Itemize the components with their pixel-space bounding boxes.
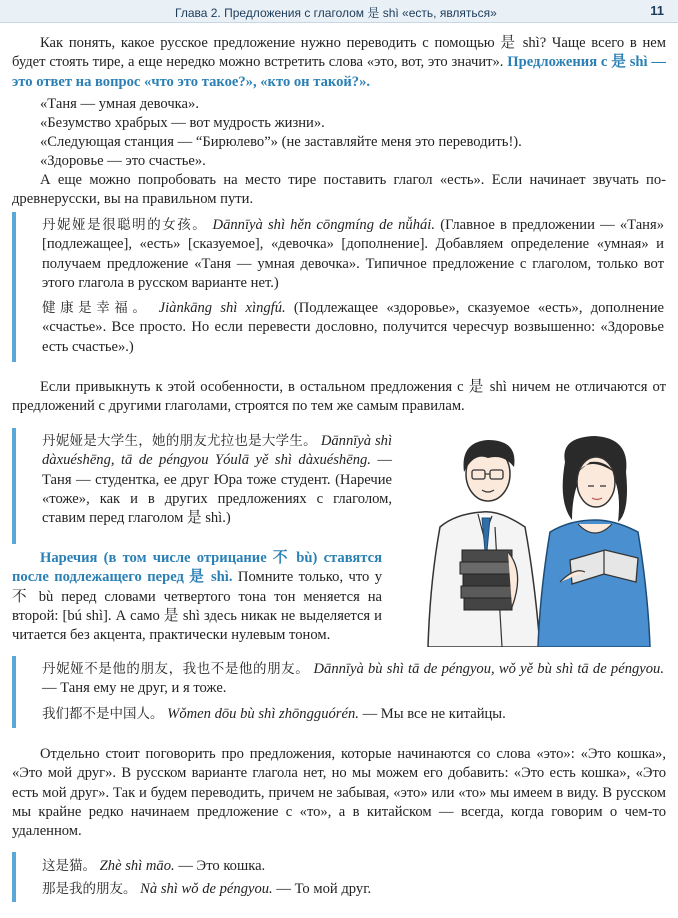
- example-block-2: 丹妮娅是大学生，她的朋友尤拉也是大学生。 Dānnīyà shì dàxuéshēng, tā de péngyou Yóulā yě shì dàxuéshēng. — Таня — студентка, ее друг Юра тоже студент. (Наречие «тоже», как и в других предложениях с глаголом, ставим перед глаголом 是 shì.): [42, 433, 392, 527]
- example-block-4a: 这是猫。 Zhè shì māo. — Это кошка.: [42, 858, 266, 874]
- tip-paragraph: А еще можно попробовать на место тире поставить глагол «есть». Если начинает звучать по-древнерусски, вы на правильном пути.: [12, 172, 666, 208]
- example-block-1a: 丹妮娅是很聪明的女孩。 Dānnīyà shì hěn cōngmíng de nǚhái. (Главное в предложении — «Таня» [подлежащее], «есть» [сказуемое], «девочка» [дополнение]. Добавляем определение «умная» и получаем предложение «Таня — умная девочка». Типичное предложение с глаголом, только вот этого глагола в русском варианте нет.): [42, 217, 664, 291]
- adverb-paragraph: Наречия (в том числе отрицание 不 bù) ставятся после подлежащего перед 是 shì. Помните только, что у 不 bù перед словами четвертого тона тон меняется на второй: [bú shì]. А само 是 shì здесь никак не выделяется и читается без акцента, практически нулевым тоном.: [12, 550, 382, 644]
- example-block-bar: [12, 428, 16, 544]
- eto-paragraph: Отдельно стоит поговорить про предложения, которые начинаются со слова «это»: «Это кошка», «Это мой друг». В русском варианте глагола нет, но мы можем его добавить: «Это есть кошка», «Это есть мой друг». Так и будем переводить, причем не забывая, «это» или «то» мы имеем в виду. В русском мы крайне редко начинаем предложение с «то», а в китайском — всегда, когда говорим о чем-то удаленном.: [12, 746, 666, 840]
- chapter-title: Глава 2. Предложения с глаголом 是 shì «есть, являться»: [175, 6, 497, 20]
- example-block-4b: 那是我的朋友。 Nà shì wǒ de péngyou. — То мой друг.: [42, 881, 372, 897]
- example-block-bar: [12, 852, 16, 902]
- example-line-3: «Следующая станция — “Бирюлево”» (не заставляйте меня это переводить!).: [40, 134, 522, 150]
- example-block-bar: [12, 212, 16, 362]
- example-block-bar: [12, 656, 16, 728]
- rule-highlight: Предложения с 是 shì — это ответ на вопрос «что это такое?», «кто он такой?».: [12, 54, 666, 90]
- example-line-1: «Таня — умная девочка».: [40, 96, 199, 112]
- girl-figure: [538, 436, 650, 647]
- boy-figure: [428, 440, 540, 647]
- page-number: 11: [650, 3, 664, 18]
- intro-paragraph: Как понять, какое русское предложение нужно переводить с помощью 是 shì? Чаще всего в нем будет стоять тире, а еще нередко можно встретить слова «это, вот, это значит». Предложения с 是 shì — это ответ на вопрос «что это такое?», «кто он такой?».: [12, 35, 666, 90]
- example-line-4: «Здоровье — это счастье».: [40, 153, 206, 169]
- example-line-2: «Безумство храбрых — вот мудрость жизни».: [40, 115, 325, 131]
- page-header: [0, 0, 678, 23]
- students-illustration: [400, 432, 670, 647]
- rule-paragraph: Если привыкнуть к этой особенности, в остальном предложения с 是 shì ничем не отличаются от предложений с другими глаголами, строятся по тем же самым правилам.: [12, 379, 666, 415]
- example-block-3b: 我们都不是中国人。 Wǒmen dōu bù shì zhōngguórén. — Мы все не китайцы.: [42, 706, 506, 722]
- example-block-1b: 健康是幸福。 Jiànkāng shì xìngfú. (Подлежащее «здоровье», сказуемое «есть», дополнение «счастье». Все просто. Но если перевести дословно, получится чересчур возвышенно: «Здоровье есть счастье».): [42, 300, 664, 355]
- example-block-3a: 丹妮娅不是他的朋友，我也不是他的朋友。 Dānnīyà bù shì tā de péngyou, wǒ yě bù shì tā de péngyou. — Таня ему не друг, и я тоже.: [42, 661, 665, 697]
